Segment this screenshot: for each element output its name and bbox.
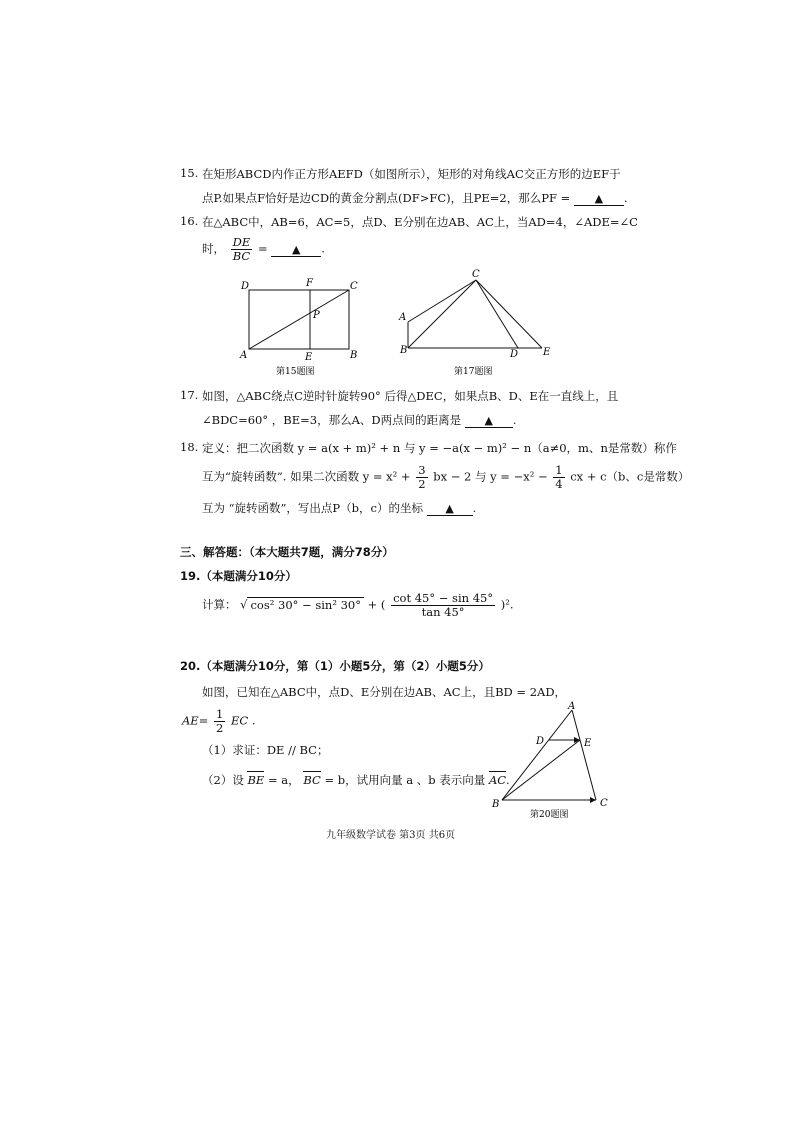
q16-frac-den: BC (232, 249, 251, 263)
fig17-side-bc (408, 280, 476, 348)
fig17-label-b: B (400, 345, 408, 356)
fig20-side-ac (572, 710, 596, 800)
q17-line1: 如图，△ABC绕点C逆时针旋转90° 后得△DEC，如果点B、D、E在一直线上，且 (202, 389, 619, 403)
fig17-side-ac (408, 280, 476, 322)
q17-line2-text: ∠BDC=60° ，BE=3，那么A、D两点间的距离是 (202, 413, 462, 427)
q18-frac2-num: 1 (555, 463, 563, 477)
fig15-label-p: P (313, 310, 320, 321)
fig20-label-c: C (600, 798, 608, 809)
q15-line1: 在矩形ABCD内作正方形AEFD（如图所示），矩形的对角线AC交正方形的边EF于 (202, 167, 621, 181)
fig17-label-c: C (472, 269, 480, 280)
q18-frac1-den: 2 (418, 477, 426, 491)
q18-line3-text: 互为 “旋转函数”，写出点P（b，c）的坐标 (202, 501, 423, 515)
q15-number: 15. (180, 166, 199, 180)
q19-title: 19.（本题满分10分） (180, 569, 297, 583)
q19-sqrt-sign: √ (240, 597, 248, 612)
q18-line1: 定义：把二次函数 y = a(x + m)² + n 与 y = −a(x − m)² − n（a≠0，m、n是常数）称作 (202, 441, 677, 455)
q20-line2-ec: EC . (230, 713, 256, 728)
q16-number: 16. (180, 214, 199, 228)
q16-end: . (321, 241, 325, 256)
fig17-label-a: A (399, 312, 407, 323)
page-footer: 九年级数学试卷 第3页 共6页 (326, 830, 456, 841)
q18-line2-a: 互为“旋转函数”. 如果二次函数 y = x² + (202, 469, 411, 484)
q20-fraction (214, 708, 225, 735)
q18-line2 (202, 464, 689, 491)
q20-vector-bc: BC (303, 773, 321, 787)
fig15-label-c: C (350, 281, 358, 292)
q19-frac-den: tan 45° (421, 605, 465, 619)
q16-line2-text: 时， (202, 241, 225, 256)
q20-line2-ae: AE= (182, 713, 209, 728)
q17-end: . (512, 413, 517, 427)
fig15-label-b: B (350, 350, 358, 361)
fig15-diagonal-ac (249, 290, 349, 349)
q15-line2-text: 点P.如果点F恰好是边CD的黄金分割点(DF>FC)，且PE=2，那么PF = (202, 191, 571, 205)
figure-17 (392, 266, 560, 378)
fig15-label-a: A (240, 350, 248, 361)
q19-expression (202, 592, 514, 619)
q15-answer-blank: ▲ (574, 192, 624, 206)
q19-calc-label: 计算： (202, 597, 237, 612)
q19-sqrt-body: cos² 30° − sin² 30° (247, 597, 364, 612)
q20-eq-b: = b，试用向量 a 、b 表示向量 (324, 773, 486, 787)
q16-eq: = (257, 241, 268, 256)
q16-line1: 在△ABC中，AB=6，AC=5，点D、E分别在边AB、AC上，当AD=4，∠ADE=∠C (202, 215, 638, 229)
q19-fraction (391, 592, 495, 619)
q20-frac-den: 2 (216, 721, 224, 735)
fig15-caption: 第15题图 (276, 367, 315, 377)
q20-vector-ac: AC (488, 773, 507, 787)
q17-number: 17. (180, 388, 199, 402)
q20-line2 (182, 708, 256, 735)
fig15-label-f: F (306, 278, 313, 289)
q19-frac-num: cot 45° − sin 45° (393, 591, 494, 605)
q20-end: . (506, 773, 510, 787)
fig17-caption: 第17题图 (454, 367, 493, 377)
q16-answer-blank: ▲ (271, 243, 321, 257)
q20-part2 (202, 771, 510, 788)
fig17-side-ce (476, 280, 542, 348)
q20-line1: 如图，已知在△ABC中，点D、E分别在边AB、AC上，且BD = 2AD， (202, 685, 567, 699)
fig20-segment-be (502, 740, 580, 800)
figure-20 (486, 700, 616, 824)
q19-close: )². (500, 597, 514, 612)
q15-line2 (202, 190, 628, 206)
q18-fraction-1 (416, 464, 427, 491)
q20-part2-pre: （2）设 (202, 773, 244, 787)
q20-eq-a: = a， (268, 773, 300, 787)
q18-line2-b: bx − 2 与 y = −x² − (433, 469, 548, 484)
q18-fraction-2 (553, 464, 564, 491)
q15-end: . (623, 191, 628, 205)
q18-number: 18. (180, 440, 199, 454)
fig20-side-ab (502, 710, 572, 800)
fig17-side-cd (476, 280, 518, 348)
fig20-label-e: E (584, 738, 592, 749)
fig20-label-d: D (536, 736, 545, 747)
q16-line2 (202, 236, 325, 263)
fig20-caption: 第20题图 (530, 810, 569, 820)
fig20-label-a: A (568, 701, 576, 712)
q20-title: 20.（本题满分10分，第（1）小题5分，第（2）小题5分） (180, 659, 490, 673)
q16-fraction (231, 236, 253, 263)
q17-line2 (202, 412, 516, 428)
q19-plus: + ( (367, 597, 386, 612)
q18-answer-blank: ▲ (427, 502, 473, 516)
fig20-label-b: B (492, 799, 500, 810)
fig15-label-d: D (241, 281, 250, 292)
q18-frac1-num: 3 (418, 463, 426, 477)
q18-line3 (202, 500, 476, 516)
figure-15 (232, 274, 368, 378)
fig15-label-e: E (305, 352, 313, 363)
section-3-title: 三、解答题：（本大题共7题，满分78分） (180, 545, 394, 559)
q18-end: . (472, 501, 477, 515)
q20-part1: （1）求证：DE // BC； (202, 743, 329, 757)
q20-vector-be: BE (247, 773, 265, 787)
q17-answer-blank: ▲ (465, 414, 513, 428)
q18-frac2-den: 4 (555, 477, 563, 491)
q16-frac-num: DE (232, 235, 251, 249)
q20-frac-num: 1 (216, 707, 224, 721)
fig17-label-e: E (543, 347, 551, 358)
fig17-label-d: D (510, 349, 519, 360)
q18-line2-c: cx + c（b、c是常数） (570, 469, 690, 484)
